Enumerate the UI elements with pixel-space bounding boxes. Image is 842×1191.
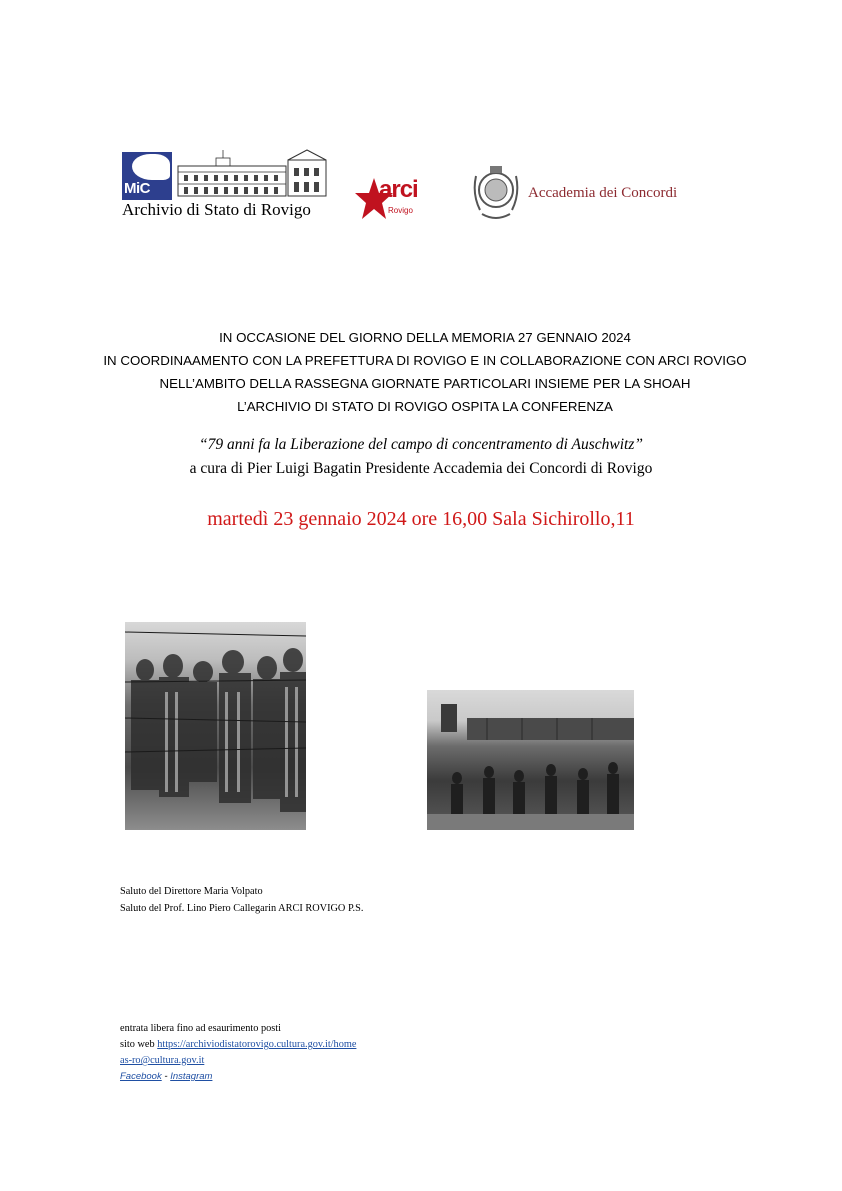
social-links bbox=[120, 1069, 356, 1085]
arci-wordmark: arci bbox=[379, 176, 418, 203]
info-block bbox=[120, 1021, 356, 1085]
mic-emblem bbox=[122, 152, 172, 200]
conference-curator: a cura di Pier Luigi Bagatin Presidente Accademia dei Concordi di Rovigo bbox=[189, 460, 653, 477]
event-header bbox=[100, 326, 750, 418]
website-prefix: sito web bbox=[120, 1039, 158, 1050]
accademia-logo bbox=[468, 164, 688, 224]
header-line-2: IN COORDINAAMENTO CON LA PREFETTURA DI ROVIGO E IN COLLABORAZIONE CON ARCI ROVIGO bbox=[103, 353, 747, 368]
greetings-block bbox=[120, 883, 363, 917]
email-link[interactable]: as-ro@cultura.gov.it bbox=[120, 1055, 205, 1066]
lion-icon bbox=[132, 154, 170, 180]
instagram-link[interactable]: Instagram bbox=[170, 1071, 213, 1082]
archivio-di-stato-logo bbox=[120, 148, 332, 224]
accademia-crest-icon bbox=[468, 164, 524, 222]
mic-label: MiC bbox=[124, 180, 150, 197]
photo-children-behind-barbed-wire bbox=[125, 622, 306, 830]
arci-logo bbox=[354, 176, 426, 226]
entry-note: entrata libera fino ad esaurimento posti bbox=[120, 1023, 281, 1034]
social-separator: - bbox=[161, 1071, 171, 1082]
header-line-3: NELL’AMBITO DELLA RASSEGNA GIORNATE PARTICOLARI INSIEME PER LA SHOAH bbox=[159, 376, 691, 391]
conference-title: “79 anni fa la Liberazione del campo di concentramento di Auschwitz” bbox=[198, 436, 644, 453]
photo-auschwitz-platform bbox=[427, 690, 634, 830]
conference-date: martedì 23 gennaio 2024 ore 16,00 Sala Sichirollo,11 bbox=[207, 508, 635, 530]
website-link[interactable]: https://archiviodistatorovigo.cultura.gov.it/home bbox=[157, 1039, 357, 1050]
accademia-name: Accademia dei Concordi bbox=[528, 185, 678, 201]
header-line-1: IN OCCASIONE DEL GIORNO DELLA MEMORIA 27 GENNAIO 2024 bbox=[219, 330, 631, 345]
greeting-director: Saluto del Direttore Maria Volpato bbox=[120, 886, 263, 897]
greeting-arci: Saluto del Prof. Lino Piero Callegarin ARCI ROVIGO P.S. bbox=[120, 903, 364, 914]
palazzo-building-icon bbox=[176, 148, 330, 200]
header-line-4: L’ARCHIVIO DI STATO DI ROVIGO OSPITA LA CONFERENZA bbox=[237, 399, 613, 414]
archivio-name: Archivio di Stato di Rovigo bbox=[122, 200, 311, 219]
arci-subtitle: Rovigo bbox=[388, 206, 413, 215]
facebook-link[interactable]: Facebook bbox=[120, 1071, 162, 1082]
website-line bbox=[120, 1037, 356, 1053]
logo-row bbox=[120, 148, 700, 228]
